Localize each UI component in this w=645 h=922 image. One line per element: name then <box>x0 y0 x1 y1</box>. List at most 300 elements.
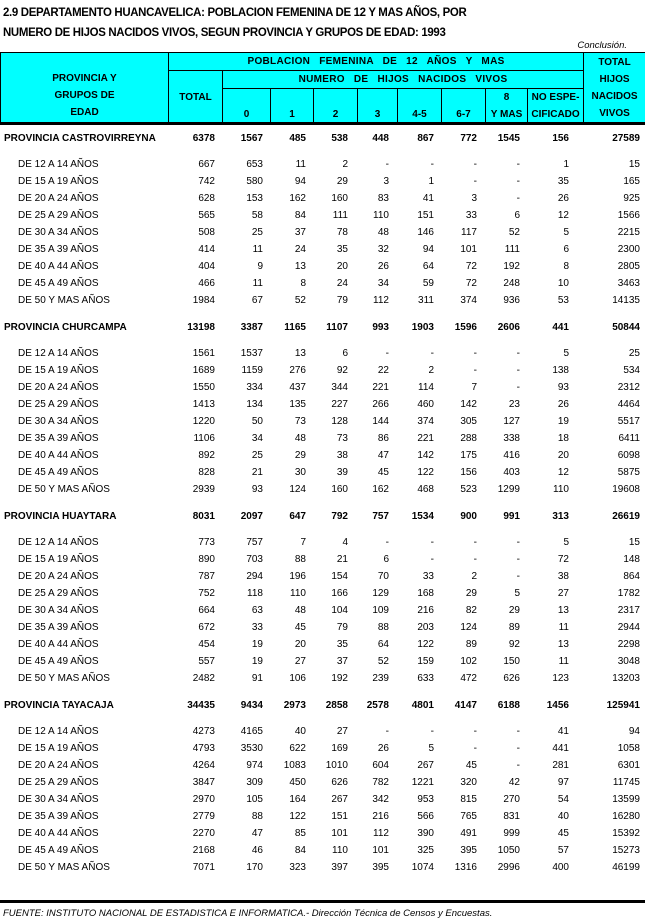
cell-value: 93 <box>557 382 569 393</box>
age-group-row <box>0 363 645 380</box>
age-group-row <box>0 431 645 448</box>
cell-value: 1010 <box>325 760 348 771</box>
cell-value: - <box>516 348 520 359</box>
cell-value: 566 <box>417 811 434 822</box>
cell-value: 83 <box>377 193 389 204</box>
cell-value: 138 <box>552 365 569 376</box>
age-group-row <box>0 586 645 603</box>
cell-value: 1984 <box>192 295 215 306</box>
cell-value: 64 <box>422 261 434 272</box>
cell-value: 2168 <box>192 845 215 856</box>
cell-value: 12 <box>557 467 569 478</box>
cell-value: 122 <box>417 467 434 478</box>
age-group-row <box>0 208 645 225</box>
cell-value: 29 <box>465 588 477 599</box>
table-body <box>0 125 645 877</box>
cell-value: 48 <box>294 605 306 616</box>
age-group-row <box>0 225 645 242</box>
cell-value: - <box>516 365 520 376</box>
cell-value: 2996 <box>497 862 520 873</box>
cell-value: 441 <box>552 743 569 754</box>
cell-value: 703 <box>246 554 263 565</box>
cell-value: 6411 <box>618 433 640 444</box>
cell-value: 18 <box>557 433 569 444</box>
cell-value: - <box>516 743 520 754</box>
cell-value: 5 <box>563 348 569 359</box>
age-group-row-label: DE 12 A 14 AÑOS <box>18 537 99 548</box>
cell-value: 864 <box>623 571 640 582</box>
cell-value: 7071 <box>192 862 215 873</box>
cell-value: 196 <box>289 571 306 582</box>
cell-value: 7 <box>300 537 306 548</box>
age-group-row-label: DE 40 A 44 AÑOS <box>18 450 99 461</box>
cell-value: 20 <box>294 639 306 650</box>
title-line-1: 2.9 DEPARTAMENTO HUANCAVELICA: POBLACION FEMENINA DE 12 Y MAS AÑOS, POR <box>3 5 467 19</box>
cell-value: 46199 <box>612 862 640 873</box>
cell-value: 159 <box>417 656 434 667</box>
cell-value: 50 <box>251 416 263 427</box>
cell-value: 78 <box>336 227 348 238</box>
cell-value: 267 <box>331 794 348 805</box>
cell-value: 1220 <box>192 416 215 427</box>
age-group-row-label: DE 35 A 39 AÑOS <box>18 433 99 444</box>
age-group-row-label: DE 30 A 34 AÑOS <box>18 605 99 616</box>
age-group-row <box>0 482 645 499</box>
age-group-row <box>0 465 645 482</box>
age-group-row <box>0 724 645 741</box>
cell-value: 3463 <box>617 278 640 289</box>
cell-value: 26 <box>377 743 389 754</box>
cell-value: 94 <box>422 244 434 255</box>
cell-value: 890 <box>198 554 215 565</box>
cell-value: 508 <box>198 227 215 238</box>
cell-value: 106 <box>289 673 306 684</box>
cell-value: 48 <box>377 227 389 238</box>
province-row-label: PROVINCIA HUAYTARA <box>4 511 117 522</box>
cell-value: 1545 <box>497 133 520 144</box>
cell-value: 1074 <box>411 862 434 873</box>
cell-value: 45 <box>465 760 477 771</box>
cell-value: - <box>473 176 477 187</box>
age-group-row-label: DE 20 A 24 AÑOS <box>18 760 99 771</box>
cell-value: 38 <box>336 450 348 461</box>
cell-value: 448 <box>372 133 389 144</box>
header-total: TOTAL <box>169 71 223 124</box>
cell-value: 227 <box>331 399 348 410</box>
age-group-row-label: DE 15 A 19 AÑOS <box>18 176 99 187</box>
age-group-row-label: DE 40 A 44 AÑOS <box>18 639 99 650</box>
cell-value: 27 <box>294 656 306 667</box>
cell-value: 40 <box>294 726 306 737</box>
age-group-row <box>0 276 645 293</box>
age-group-row <box>0 775 645 792</box>
age-group-row <box>0 448 645 465</box>
cell-value: 311 <box>418 295 434 306</box>
age-group-row-label: DE 12 A 14 AÑOS <box>18 726 99 737</box>
cell-value: 221 <box>372 382 389 393</box>
cell-value: 9434 <box>240 700 263 711</box>
cell-value: 63 <box>251 605 263 616</box>
cell-value: 109 <box>372 605 389 616</box>
cell-value: 34435 <box>187 700 215 711</box>
cell-value: 565 <box>198 210 215 221</box>
cell-value: 29 <box>508 605 520 616</box>
header-col-4-5: 4-5 <box>398 89 442 124</box>
cell-value: 342 <box>372 794 389 805</box>
age-group-row <box>0 637 645 654</box>
cell-value: 52 <box>377 656 389 667</box>
cell-value: 123 <box>552 673 569 684</box>
cell-value: 13 <box>557 605 569 616</box>
age-group-row-label: DE 25 A 29 AÑOS <box>18 777 99 788</box>
cell-value: 15 <box>628 159 640 170</box>
cell-value: 390 <box>417 828 434 839</box>
cell-value: 13198 <box>187 322 215 333</box>
cell-value: 991 <box>503 511 520 522</box>
cell-value: - <box>385 537 389 548</box>
header-total-hijos <box>584 53 645 124</box>
cell-value: 742 <box>198 176 215 187</box>
age-group-row <box>0 843 645 860</box>
age-group-row <box>0 654 645 671</box>
cell-value: 50844 <box>612 322 640 333</box>
age-group-row <box>0 293 645 310</box>
cell-value: 450 <box>289 777 306 788</box>
cell-value: 5517 <box>617 416 640 427</box>
cell-value: 653 <box>246 159 263 170</box>
age-group-row <box>0 552 645 569</box>
cell-value: 27 <box>336 726 348 737</box>
cell-value: 892 <box>198 450 215 461</box>
cell-value: 29 <box>336 176 348 187</box>
cell-value: 110 <box>290 588 306 599</box>
cell-value: - <box>516 537 520 548</box>
cell-value: 86 <box>377 433 389 444</box>
age-group-row-label: DE 15 A 19 AÑOS <box>18 554 99 565</box>
age-group-row-label: DE 25 A 29 AÑOS <box>18 210 99 221</box>
cell-value: 276 <box>289 365 306 376</box>
age-group-row-label: DE 40 A 44 AÑOS <box>18 261 99 272</box>
cell-value: 1299 <box>497 484 520 495</box>
cell-value: 45 <box>377 467 389 478</box>
cell-value: 41 <box>422 193 434 204</box>
cell-value: 52 <box>294 295 306 306</box>
cell-value: 2944 <box>617 622 640 633</box>
cell-value: 5875 <box>617 467 640 478</box>
cell-value: 2578 <box>366 700 389 711</box>
cell-value: 2 <box>471 571 477 582</box>
cell-value: 34 <box>377 278 389 289</box>
cell-value: 160 <box>331 484 348 495</box>
header-col-3: 3 <box>358 89 398 124</box>
cell-value: 523 <box>460 484 477 495</box>
age-group-row-label: DE 50 Y MAS AÑOS <box>18 295 110 306</box>
cell-value: 128 <box>331 416 348 427</box>
title-line-2: NUMERO DE HIJOS NACIDOS VIVOS, SEGUN PROVINCIA Y GRUPOS DE EDAD: 1993 <box>3 25 446 39</box>
cell-value: 1537 <box>240 348 263 359</box>
cell-value: 248 <box>503 278 520 289</box>
cell-value: 47 <box>377 450 389 461</box>
cell-value: 24 <box>336 278 348 289</box>
cell-value: 19608 <box>612 484 640 495</box>
cell-value: - <box>516 571 520 582</box>
cell-value: 6378 <box>192 133 215 144</box>
cell-value: 466 <box>198 278 215 289</box>
cell-value: 5 <box>514 588 520 599</box>
cell-value: 1058 <box>617 743 640 754</box>
age-group-row <box>0 191 645 208</box>
cell-value: - <box>516 382 520 393</box>
age-group-row <box>0 242 645 259</box>
cell-value: 8 <box>300 278 306 289</box>
cell-value: 4264 <box>192 760 215 771</box>
cell-value: 11 <box>295 159 306 170</box>
cell-value: 156 <box>460 467 477 478</box>
cell-value: 2215 <box>617 227 640 238</box>
age-group-row-label: DE 15 A 19 AÑOS <box>18 365 99 376</box>
cell-value: 23 <box>508 399 520 410</box>
cell-value: 33 <box>422 571 434 582</box>
cell-value: 101 <box>331 828 348 839</box>
header-col-8-line1: 8 <box>503 92 510 103</box>
cell-value: 1456 <box>546 700 569 711</box>
cell-value: 153 <box>246 193 263 204</box>
age-group-row-label: DE 12 A 14 AÑOS <box>18 348 99 359</box>
cell-value: 6 <box>514 210 520 221</box>
age-group-row-label: DE 30 A 34 AÑOS <box>18 227 99 238</box>
cell-value: 216 <box>417 605 434 616</box>
cell-value: 192 <box>331 673 348 684</box>
cell-value: 73 <box>336 433 348 444</box>
cell-value: 13 <box>294 348 306 359</box>
header-numero-hijos: NUMERO DE HIJOS NACIDOS VIVOS <box>223 71 584 89</box>
cell-value: 441 <box>552 322 569 333</box>
header-provincia-line3: EDAD <box>70 106 99 118</box>
cell-value: 102 <box>460 656 477 667</box>
cell-value: 6 <box>383 554 389 565</box>
cell-value: 15273 <box>612 845 640 856</box>
cell-value: - <box>473 348 477 359</box>
cell-value: - <box>516 176 520 187</box>
cell-value: 117 <box>461 227 477 238</box>
age-group-row <box>0 758 645 775</box>
cell-value: 11 <box>558 622 569 633</box>
cell-value: 2300 <box>617 244 640 255</box>
cell-value: 88 <box>377 622 389 633</box>
cell-value: 815 <box>460 794 477 805</box>
province-row-label: PROVINCIA CHURCAMPA <box>4 322 127 333</box>
cell-value: 1106 <box>193 433 215 444</box>
table-title <box>3 2 466 42</box>
cell-value: 135 <box>289 399 306 410</box>
cell-value: 11745 <box>612 777 640 788</box>
source-footnote: FUENTE: INSTITUTO NACIONAL DE ESTADISTICA E INFORMATICA.- Dirección Técnica de Censos y Encuestas. <box>3 908 493 919</box>
cell-value: 54 <box>557 794 569 805</box>
cell-value: 534 <box>623 365 640 376</box>
cell-value: 270 <box>503 794 520 805</box>
cell-value: 89 <box>465 639 477 650</box>
cell-value: 111 <box>332 210 348 221</box>
cell-value: 1567 <box>240 133 263 144</box>
age-group-row-label: DE 35 A 39 AÑOS <box>18 622 99 633</box>
cell-value: 633 <box>417 673 434 684</box>
cell-value: 20 <box>336 261 348 272</box>
cell-value: 35 <box>336 244 348 255</box>
cell-value: 239 <box>372 673 389 684</box>
cell-value: 2 <box>342 159 348 170</box>
age-group-row <box>0 157 645 174</box>
cell-value: 1083 <box>283 760 306 771</box>
cell-value: 2858 <box>325 700 348 711</box>
cell-value: 79 <box>336 295 348 306</box>
cell-value: 10 <box>557 278 569 289</box>
age-group-row-label: DE 25 A 29 AÑOS <box>18 399 99 410</box>
age-group-row-label: DE 20 A 24 AÑOS <box>18 571 99 582</box>
age-group-row-label: DE 35 A 39 AÑOS <box>18 244 99 255</box>
cell-value: 124 <box>460 622 477 633</box>
cell-value: 79 <box>336 622 348 633</box>
cell-value: 672 <box>198 622 215 633</box>
cell-value: 1782 <box>617 588 640 599</box>
cell-value: - <box>385 726 389 737</box>
cell-value: 2970 <box>192 794 215 805</box>
cell-value: 104 <box>331 605 348 616</box>
cell-value: 936 <box>503 295 520 306</box>
age-group-row <box>0 826 645 843</box>
cell-value: 468 <box>417 484 434 495</box>
cell-value: 323 <box>289 862 306 873</box>
cell-value: 48 <box>294 433 306 444</box>
cell-value: 122 <box>417 639 434 650</box>
cell-value: 2973 <box>283 700 306 711</box>
cell-value: 122 <box>289 811 306 822</box>
cell-value: 281 <box>552 760 569 771</box>
cell-value: 94 <box>628 726 640 737</box>
cell-value: 47 <box>251 828 263 839</box>
cell-value: 1550 <box>192 382 215 393</box>
cell-value: 1903 <box>411 322 434 333</box>
cell-value: 92 <box>336 365 348 376</box>
cell-value: 160 <box>331 193 348 204</box>
header-noesp-line1: NO ESPE- <box>531 92 580 103</box>
age-group-row <box>0 569 645 586</box>
cell-value: 26619 <box>612 511 640 522</box>
age-group-row-label: DE 45 A 49 AÑOS <box>18 278 99 289</box>
cell-value: 37 <box>336 656 348 667</box>
cell-value: 4 <box>342 537 348 548</box>
cell-value: 4801 <box>411 700 434 711</box>
cell-value: - <box>430 159 434 170</box>
cell-value: 150 <box>503 656 520 667</box>
cell-value: - <box>430 726 434 737</box>
cell-value: 437 <box>289 382 306 393</box>
cell-value: 3387 <box>240 322 263 333</box>
cell-value: 175 <box>460 450 477 461</box>
cell-value: 757 <box>372 511 389 522</box>
cell-value: 294 <box>246 571 263 582</box>
cell-value: - <box>516 554 520 565</box>
header-col-1: 1 <box>271 89 314 124</box>
cell-value: 110 <box>373 210 389 221</box>
cell-value: 485 <box>289 133 306 144</box>
cell-value: 112 <box>373 828 389 839</box>
cell-value: 82 <box>465 605 477 616</box>
cell-value: 111 <box>504 244 520 255</box>
cell-value: 151 <box>417 210 434 221</box>
cell-value: 647 <box>289 511 306 522</box>
age-group-row-label: DE 50 Y MAS AÑOS <box>18 484 110 495</box>
cell-value: 2270 <box>192 828 215 839</box>
cell-value: 752 <box>198 588 215 599</box>
cell-value: 92 <box>508 639 520 650</box>
cell-value: 127 <box>503 416 520 427</box>
cell-value: 72 <box>465 261 477 272</box>
cell-value: 34 <box>251 433 263 444</box>
cell-value: 118 <box>247 588 263 599</box>
cell-value: 9 <box>257 261 263 272</box>
cell-value: 772 <box>460 133 477 144</box>
cell-value: 374 <box>417 416 434 427</box>
cell-value: 472 <box>460 673 477 684</box>
cell-value: 313 <box>552 511 569 522</box>
cell-value: 166 <box>331 588 348 599</box>
cell-value: 538 <box>331 133 348 144</box>
cell-value: 395 <box>372 862 389 873</box>
cell-value: 94 <box>294 176 306 187</box>
cell-value: 404 <box>198 261 215 272</box>
cell-value: 397 <box>331 862 348 873</box>
age-group-row <box>0 414 645 431</box>
cell-value: 93 <box>251 484 263 495</box>
age-group-row-label: DE 15 A 19 AÑOS <box>18 743 99 754</box>
header-total-hijos-line1: TOTAL <box>598 57 631 68</box>
cell-value: 1 <box>563 159 569 170</box>
cell-value: 35 <box>336 639 348 650</box>
age-group-row-label: DE 12 A 14 AÑOS <box>18 159 99 170</box>
cell-value: 221 <box>417 433 434 444</box>
header-total-hijos-line4: VIVOS <box>599 108 630 119</box>
cell-value: 73 <box>294 416 306 427</box>
cell-value: 267 <box>417 760 434 771</box>
age-group-row <box>0 380 645 397</box>
cell-value: 162 <box>372 484 389 495</box>
cell-value: 170 <box>246 862 263 873</box>
header-col-0: 0 <box>223 89 271 124</box>
cell-value: 626 <box>503 673 520 684</box>
cell-value: 792 <box>331 511 348 522</box>
header-col-8-y-mas <box>486 89 528 124</box>
cell-value: 5 <box>428 743 434 754</box>
cell-value: 11 <box>252 278 263 289</box>
age-group-row <box>0 792 645 809</box>
cell-value: 2097 <box>240 511 263 522</box>
cell-value: 25 <box>251 227 263 238</box>
cell-value: 3 <box>383 176 389 187</box>
cell-value: 664 <box>198 605 215 616</box>
cell-value: 2312 <box>617 382 640 393</box>
age-group-row <box>0 259 645 276</box>
cell-value: 40 <box>557 811 569 822</box>
age-group-row <box>0 809 645 826</box>
cell-value: 557 <box>198 656 215 667</box>
cell-value: 26 <box>557 193 569 204</box>
cell-value: 288 <box>460 433 477 444</box>
cell-value: 88 <box>294 554 306 565</box>
cell-value: 580 <box>246 176 263 187</box>
cell-value: 4273 <box>192 726 215 737</box>
cell-value: 787 <box>198 571 215 582</box>
cell-value: - <box>516 726 520 737</box>
